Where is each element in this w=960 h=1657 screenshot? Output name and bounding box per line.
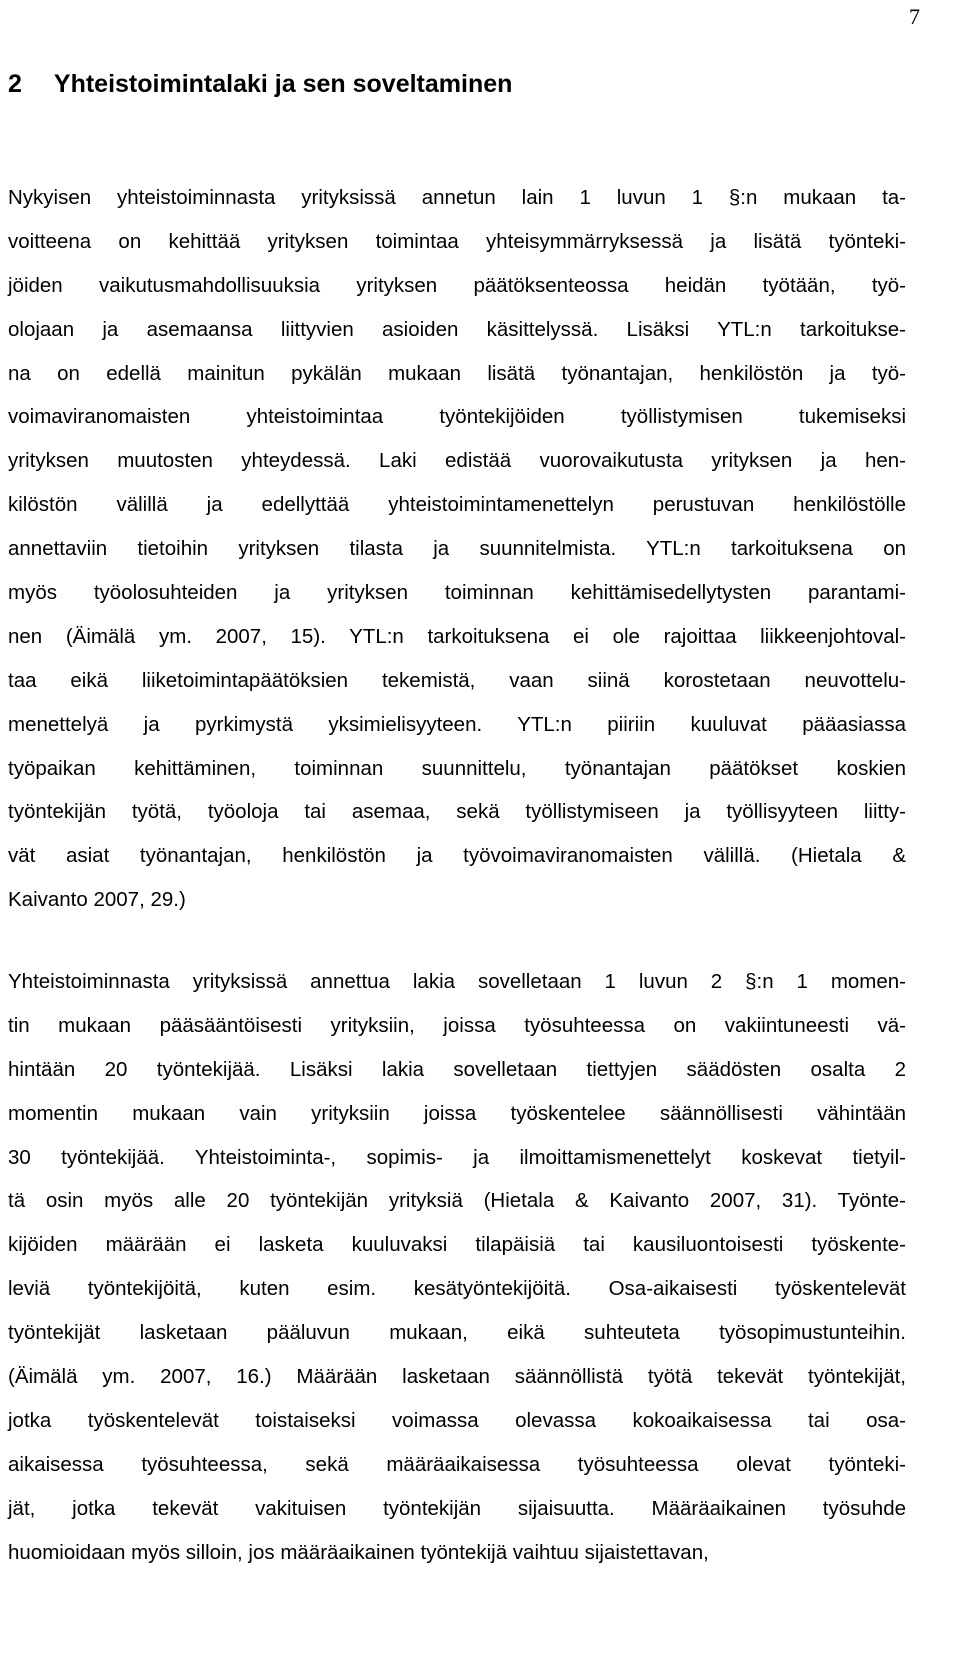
text-line: myös työolosuhteiden ja yrityksen toiminnan kehittämisedellytysten parantami- [8, 581, 906, 605]
section-title: Yhteistoimintalaki ja sen soveltaminen [53, 70, 513, 98]
text-line: voimaviranomaisten yhteistoimintaa työntekijöiden työllistymisen tukemiseksi [8, 405, 906, 429]
text-line: 30 työntekijää. Yhteistoiminta-, sopimis- ja ilmoittamismenettelyt koskevat tietyil- [8, 1145, 906, 1169]
text-line: kijöiden määrään ei lasketa kuuluvaksi tilapäisiä tai kausiluontoisesti työskente- [8, 1233, 906, 1257]
text-line: Yhteistoiminnasta yrityksissä annettua lakia sovelletaan 1 luvun 2 §:n 1 momen- [8, 970, 906, 993]
text-line: jöiden vaikutusmahdollisuuksia yrityksen päätöksenteossa heidän työtään, työ- [8, 273, 906, 297]
text-line: voitteena on kehittää yrityksen toimintaa yhteisymmärryksessä ja lisätä työnteki- [8, 229, 906, 253]
text-line: jät, jotka tekevät vakituisen työntekijän sijaisuutta. Määräaikainen työsuhde [8, 1496, 906, 1520]
text-line: vät asiat työnantajan, henkilöstön ja työvoimaviranomaisten välillä. (Hietala & [8, 844, 906, 868]
text-line: työntekijät lasketaan pääluvun mukaan, eikä suhteuteta työsopimustunteihin. [8, 1321, 906, 1345]
text-line: taa eikä liiketoimintapäätöksien tekemistä, vaan siinä korostetaan neuvottelu- [8, 668, 906, 692]
text-line: huomioidaan myös silloin, jos määräaikainen työntekijä vaihtuu sijaistettavan, [8, 1540, 709, 1564]
section-number: 2 [8, 70, 22, 98]
page-number: 7 [909, 4, 920, 29]
text-line: leviä työntekijöitä, kuten esim. kesätyöntekijöitä. Osa-aikaisesti työskentelevät [8, 1277, 906, 1301]
text-line: momentin mukaan vain yrityksiin joissa työskentelee säännöllisesti vähintään [8, 1101, 906, 1125]
text-line: na on edellä mainitun pykälän mukaan lisätä työnantajan, henkilöstön ja työ- [8, 361, 906, 385]
section-heading [8, 70, 512, 99]
text-line: yrityksen muutosten yhteydessä. Laki edistää vuorovaikutusta yrityksen ja hen- [8, 449, 906, 473]
text-line: työntekijän työtä, työoloja tai asemaa, sekä työllistymiseen ja työllisyyteen liitty- [8, 800, 906, 824]
text-line: aikaisessa työsuhteessa, sekä määräaikaisessa työsuhteessa olevat työnteki- [8, 1452, 906, 1476]
text-line: kilöstön välillä ja edellyttää yhteistoimintamenettelyn perustuvan henkilöstölle [8, 493, 906, 517]
paragraph-2 [8, 960, 906, 1574]
text-line: hintään 20 työntekijää. Lisäksi lakia sovelletaan tiettyjen säädösten osalta 2 [8, 1057, 906, 1081]
text-line: menettelyä ja pyrkimystä yksimielisyyteen. YTL:n piiriin kuuluvat pääasiassa [8, 712, 906, 736]
text-line: Nykyisen yhteistoiminnasta yrityksissä annetun lain 1 luvun 1 §:n mukaan ta- [8, 186, 906, 209]
text-line: (Äimälä ym. 2007, 16.) Määrään lasketaan säännöllistä työtä tekevät työntekijät, [8, 1365, 906, 1389]
text-line: Kaivanto 2007, 29.) [8, 888, 186, 912]
paragraph-1 [8, 176, 906, 922]
text-line: nen (Äimälä ym. 2007, 15). YTL:n tarkoituksena ei ole rajoittaa liikkeenjohtoval- [8, 624, 906, 648]
text-line: tä osin myös alle 20 työntekijän yrityksiä (Hietala & Kaivanto 2007, 31). Työnte- [8, 1189, 906, 1213]
text-line: työpaikan kehittäminen, toiminnan suunnittelu, työnantajan päätökset koskien [8, 756, 906, 780]
text-line: jotka työskentelevät toistaiseksi voimassa olevassa kokoaikaisessa tai osa- [8, 1408, 906, 1432]
text-line: olojaan ja asemaansa liittyvien asioiden käsittelyssä. Lisäksi YTL:n tarkoitukse- [8, 317, 906, 341]
text-line: tin mukaan pääsääntöisesti yrityksiin, joissa työsuhteessa on vakiintuneesti vä- [8, 1013, 906, 1037]
text-line: annettaviin tietoihin yrityksen tilasta ja suunnitelmista. YTL:n tarkoituksena on [8, 537, 906, 561]
